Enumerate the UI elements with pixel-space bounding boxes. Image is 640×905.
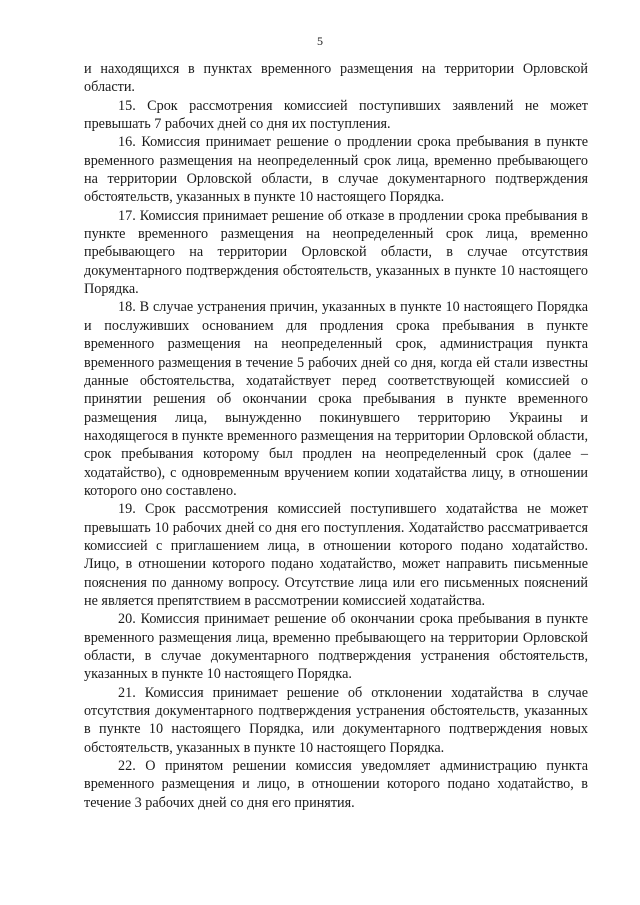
paragraph-16: 16. Комиссия принимает решение о продлении срока пребывания в пункте временного размещения на неопределенный срок лица, временно пребывающего на территории Орловской области, в случае документарного подтверждения обстоятельств, указанных в пункте 10 настоящего Порядка.: [84, 134, 588, 206]
paragraph-15: 15. Срок рассмотрения комиссией поступивших заявлений не может превышать 7 рабочих дней со дня их поступления.: [84, 97, 588, 133]
paragraph-21: 21. Комиссия принимает решение об отклонении ходатайства в случае отсутствия документарного подтверждения устранения обстоятельств, указанных в пункте 10 настоящего Порядка, или документарного подтверждения новых обстоятельств, указанных в пункте 10 настоящего Порядка.: [84, 684, 588, 756]
paragraph-17: 17. Комиссия принимает решение об отказе в продлении срока пребывания в пункте временного размещения на неопределенный срок лица, временно пребывающего на территории Орловской области, в случае отсутствия документарного подтверждения обстоятельств, указанных в пункте 10 настоящего Порядка.: [84, 207, 588, 298]
paragraph-22: 22. О принятом решении комиссия уведомляет администрацию пункта временного размещения и лицо, в отношении которого подано ходатайство, в течение 3 рабочих дней со дня его принятия.: [84, 758, 588, 811]
paragraph-18: 18. В случае устранения причин, указанных в пункте 10 настоящего Порядка и послуживших основанием для продления срока пребывания в пункте временного размещения на неопределенный срок, администрация пункта временного размещения в течение 5 рабочих дней со дня, когда ей стали известны данные обстоятельства, ходатайствует перед соответствующей комиссией о принятии решения об окончании срока пребывания в пункте временного размещения лица, вынужденно покинувшего территорию Украины и находящегося в пункте временного размещения на территории Орловской области, срок пребывания которому был продлен на неопределенный срок (далее – ходатайство), с одновременным вручением копии ходатайства лицу, в отношении которого оно составлено.: [84, 299, 588, 499]
paragraph-continuation: и находящихся в пунктах временного размещения на территории Орловской области.: [84, 61, 588, 96]
paragraph-20: 20. Комиссия принимает решение об окончании срока пребывания в пункте временного размещения лица, временно пребывающего на территории Орловской области, в случае документарного подтверждения устранения обстоятельств, указанных в пункте 10 настоящего Порядка.: [84, 611, 588, 683]
document-text: [84, 60, 588, 812]
paragraph-19: 19. Срок рассмотрения комиссией поступившего ходатайства не может превышать 10 рабочих дней со дня его поступления. Ходатайство рассматривается комиссией с приглашением лица, в отношении которого подано ходатайство. Лицо, в отношении которого подано ходатайство, может направить письменные пояснения по данному вопросу. Отсутствие лица или его письменных пояснений не является препятствием в рассмотрении комиссией ходатайства.: [84, 501, 588, 609]
page-number: 5: [317, 34, 323, 48]
